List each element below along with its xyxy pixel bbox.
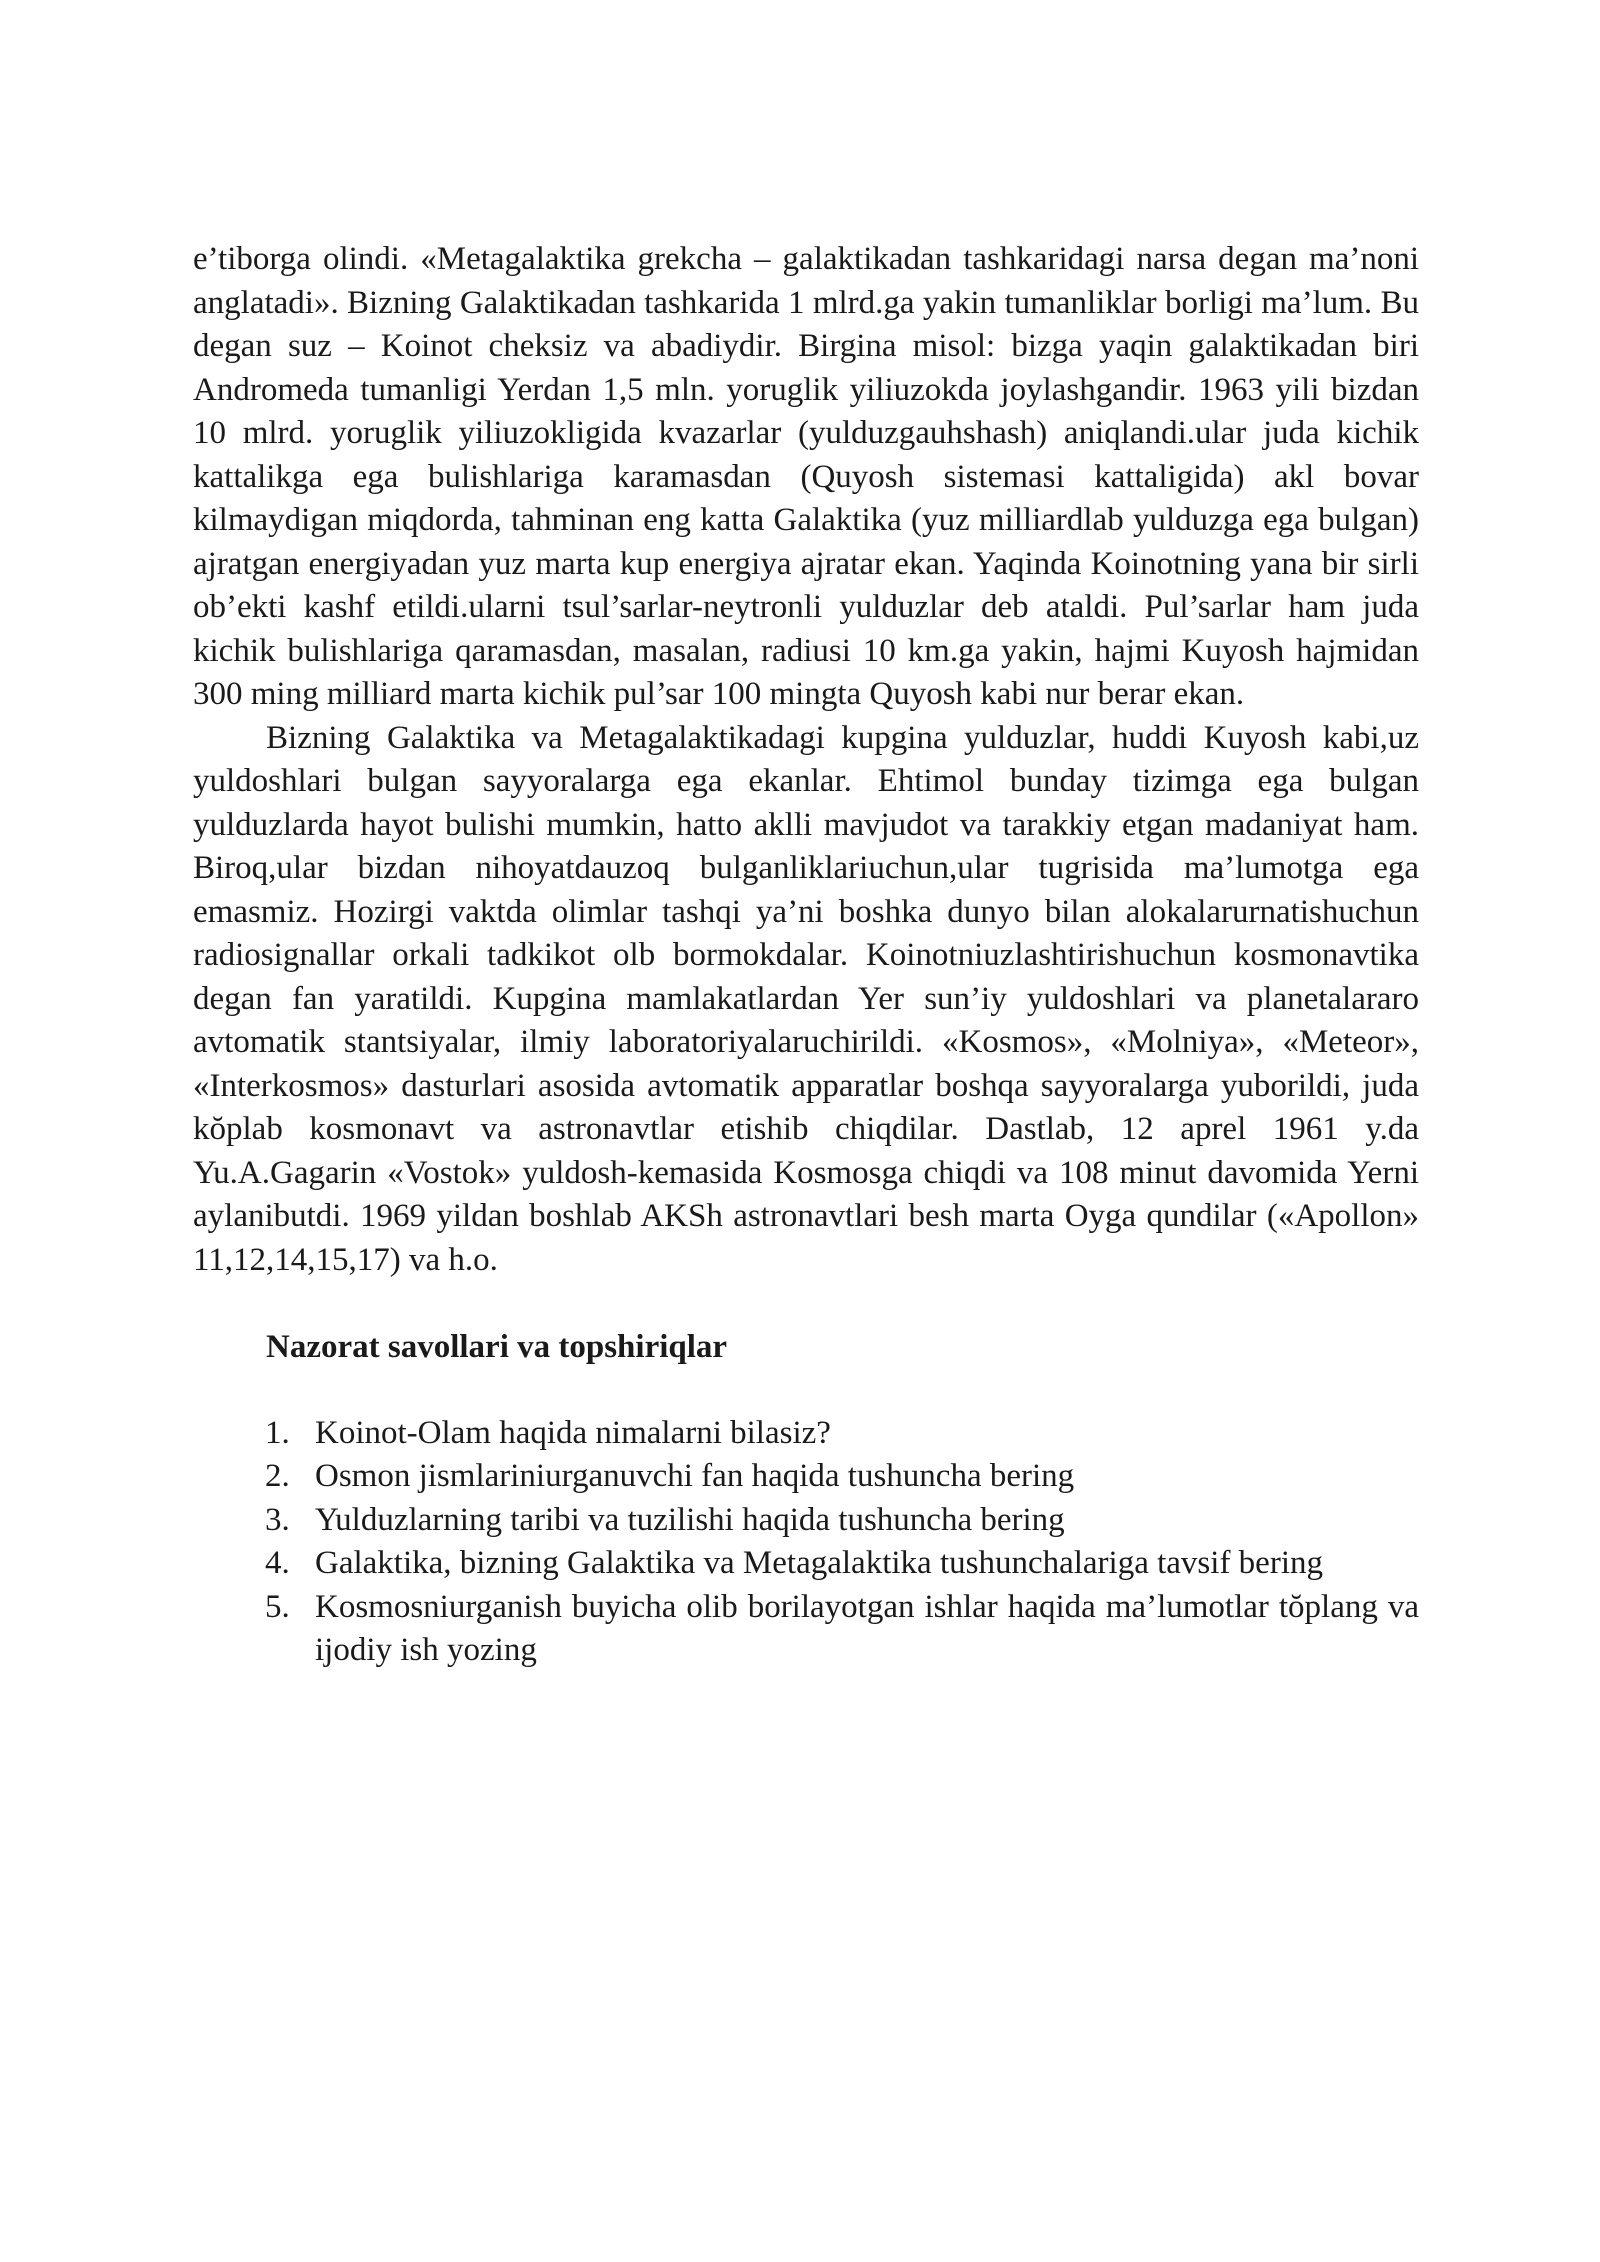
question-number: 2. <box>265 1458 290 1494</box>
question-item <box>193 1499 1419 1543</box>
question-number: 3. <box>265 1501 290 1538</box>
page-content <box>193 238 1419 1673</box>
question-text: Koinot-Olam haqida nimalarni bilasiz? <box>315 1414 831 1451</box>
body-paragraph: Bizning Galaktika va Metagalaktikadagi kupgina yulduzlar, huddi Kuyosh kabi,uz yuldoshlari bulgan sayyoralarga ega ekanlar. Ehtimol bunday tizimga ega bulgan yulduzlarda hayot bulishi mumkin, hatto aklli mavjudot va tarakkiy etgan madaniyat ham. Biroq,ular bizdan nihoyatdauzoq bulganliklariuchun,ular tugrisida ma’lumotga ega emasmiz. Hozirgi vaktda olimlar tashqi ya’ni boshka dunyo bilan alokalarurnatishuchun radiosignallar orkali tadkikot olb bormokdalar. Koinotniuzlashtirishuchun kosmonavtika degan fan yaratildi. Kupgina mamlakatlardan Yer sun’iy yuldoshlari va planetalararo avtomatik stantsiyalar, ilmiy laboratoriyalaruchirildi. «Kosmos», «Molniya», «Meteor», «Interkosmos» dasturlari asosida avtomatik apparatlar boshqa sayyoralarga yuborildi, juda kŏplab kosmonavt va astronavtlar etishib chiqdilar. Dastlab, 12 aprel 1961 y.da Yu.A.Gagarin «Vostok» yuldosh-kemasida Kosmosga chiqdi va 108 minut davomida Yerni aylanibutdi. 1969 yildan boshlab AKSh astronavtlari besh marta Oyga qundilar («Apollon» 11,12,14,15,17) va h.o. <box>193 719 1419 1278</box>
question-item <box>193 1455 1419 1499</box>
question-text: Yulduzlarning taribi va tuzilishi haqida tushuncha bering <box>315 1501 1065 1538</box>
question-number: 1. <box>265 1414 290 1451</box>
question-text: Osmon jismlariniurganuvchi fan haqida tushuncha bering <box>315 1458 1075 1494</box>
question-number: 5. <box>265 1588 290 1625</box>
question-text: Galaktika, bizning Galaktika va Metagalaktika tushunchalariga tavsif bering <box>315 1545 1323 1581</box>
question-item <box>193 1586 1419 1673</box>
section-heading: Nazorat savollari va topshiriqlar <box>266 1329 728 1365</box>
body-paragraph: e’tiborga olindi. «Metagalaktika grekcha – galaktikadan tashkaridagi narsa degan ma’noni anglatadi». Bizning Galaktikadan tashkarida 1 mlrd.ga yakin tumanliklar borligi ma’lum. Bu degan suz – Koinot cheksiz va abadiydir. Birgina misol: bizga yaqin galaktikadan biri Andromeda tumanligi Yerdan 1,5 mln. yoruglik yiliuzokda joylashgandir. 1963 yili bizdan 10 mlrd. yoruglik yiliuzokligida kvazarlar (yulduzgauhshash) aniqlandi.ular juda kichik kattalikga ega bulishlariga karamasdan (Quyosh sistemasi kattaligida) akl bovar kilmaydigan miqdorda, tahminan eng katta Galaktika (yuz milliardlab yulduzga ega bulgan) ajratgan energiyadan yuz marta kup energiya ajratar ekan. Yaqinda Koinotning yana bir sirli ob’ekti kashf etildi.ularni tsul’sarlar-neytronli yulduzlar deb ataldi. Pul’sarlar ham juda kichik bulishlariga qaramasdan, masalan, radiusi 10 km.ga yakin, hajmi Kuyosh hajmidan 300 ming milliard marta kichik pul’sar 100 mingta Quyosh kabi nur berar ekan. <box>193 241 1419 712</box>
question-text: Kosmosniurganish buyicha olib borilayotgan ishlar haqida ma’lumotlar tŏplang va ijodiy ish yozing <box>315 1588 1419 1668</box>
question-item <box>193 1542 1419 1586</box>
question-number: 4. <box>265 1545 290 1581</box>
questions-list <box>193 1412 1419 1673</box>
question-item <box>193 1412 1419 1456</box>
